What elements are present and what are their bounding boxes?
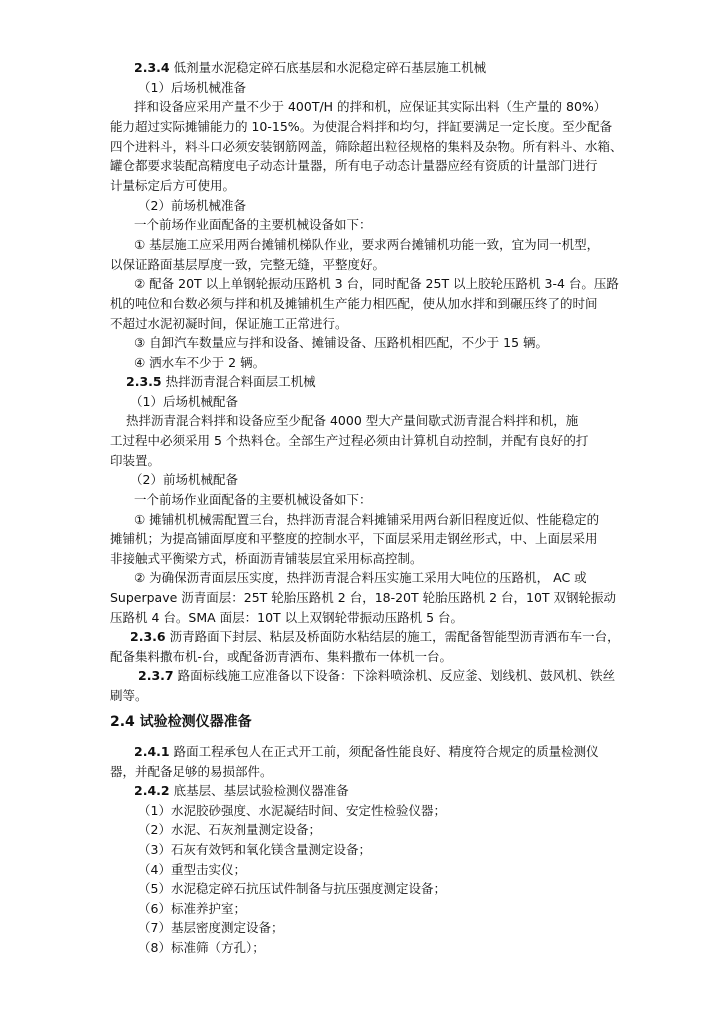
paragraph-line: 热拌沥青混合料拌和设备应至少配备 4000 型大产量间歇式沥青混合料拌和机，施 — [126, 413, 579, 428]
list-item-cont: Superpave 沥青面层：25T 轮胎压路机 2 台，18-20T 轮胎压路机 2 台，10T 双钢轮振动 — [110, 590, 617, 605]
section-title: 热拌沥青混合料面层工机械 — [165, 374, 316, 389]
list-item: ③ 自卸汽车数量应与拌和设备、摊铺设备、压路机相匹配，不少于 15 辆。 — [134, 335, 549, 350]
paragraph-line: 工过程中必须采用 5 个热料仓。全部生产过程必须由计算机自动控制，并配有良好的打 — [110, 433, 589, 448]
list-item: （5）水泥稳定碎石抗压试件制备与抗压强度测定设备； — [138, 881, 446, 896]
paragraph-line: 拌和设备应采用产量不少于 400T/H 的拌和机，应保证其实际出料（生产量的 80%） — [134, 99, 607, 114]
subheading: （1）后场机械准备 — [138, 80, 246, 95]
section-title: 低剂量水泥稳定碎石底基层和水泥稳定碎石基层施工机械 — [173, 60, 487, 75]
paragraph-line: 能力超过实际摊铺能力的 10-15%。为使混合料拌和均匀，拌缸要满足一定长度。至少配备 — [110, 119, 613, 134]
section-number: 2.3.6 — [130, 629, 166, 644]
subheading: （2）前场机械配备 — [130, 472, 238, 487]
list-item: （3）石灰有效钙和氧化镁含量测定设备； — [138, 842, 371, 857]
list-item-cont: 压路机 4 台。SMA 面层：10T 以上双钢轮带振动压路机 5 台。 — [110, 610, 464, 625]
section-2-3-5-title — [126, 372, 624, 392]
paragraph-line: 印装置。 — [110, 453, 161, 468]
section-number: 2.3.4 — [134, 60, 170, 75]
paragraph-line: 一个前场作业面配备的主要机械设备如下： — [134, 492, 372, 507]
list-item: ① 摊铺机机械需配置三台，热拌沥青混合料摊铺采用两台新旧程度近似、性能稳定的 — [134, 512, 600, 527]
section-title: 底基层、基层试验检测仪器准备 — [173, 783, 349, 798]
paragraph-line: 四个进料斗，料斗口必须安装钢筋网盖，筛除超出粒径规格的集料及杂物。所有料斗、水箱、 — [110, 139, 623, 154]
list-item-cont: 不超过水泥初凝时间，保证施工正常进行。 — [110, 316, 348, 331]
paragraph-line: 沥青路面下封层、粘层及桥面防水粘结层的施工，需配备智能型沥青洒布车一台， — [169, 629, 620, 644]
list-item: （2）水泥、石灰剂量测定设备； — [138, 822, 321, 837]
section-2-4-2-title — [134, 781, 624, 801]
paragraph-line: 一个前场作业面配备的主要机械设备如下： — [134, 217, 372, 232]
list-item: ② 为确保沥青面层压实度，热拌沥青混合料压实施工采用大吨位的压路机， AC 或 — [134, 570, 587, 585]
paragraph-line: 配备集料撒布机-台，或配备沥青洒布、集料撒布一体机一台。 — [110, 649, 453, 664]
list-item: ④ 洒水车不少于 2 辆。 — [134, 355, 266, 370]
paragraph-line: 器，并配备足够的易损部件。 — [110, 764, 273, 779]
section-2-3-7 — [138, 666, 624, 686]
section-number: 2.3.5 — [126, 374, 162, 389]
list-item: ① 基层施工应采用两台摊铺机梯队作业，要求两台摊铺机功能一致，宜为同一机型， — [134, 237, 600, 252]
list-item: （4）重型击实仪； — [138, 862, 246, 877]
section-number: 2.4.1 — [134, 744, 170, 759]
paragraph-line: 刷等。 — [110, 688, 148, 703]
paragraph-line: 罐仓都要求装配高精度电子动态计量器，所有电子动态计量器应经有资质的计量部门进行 — [110, 158, 598, 173]
list-item-cont: 以保证路面基层厚度一致，完整无缝，平整度好。 — [110, 257, 386, 272]
section-2-3-4-title — [134, 58, 624, 78]
subheading: （1）后场机械配备 — [130, 394, 238, 409]
list-item: （7）基层密度测定设备； — [138, 920, 284, 935]
list-item: （6）标准养护室； — [138, 901, 246, 916]
list-item-cont: 非接触式平衡梁方式，桥面沥青铺装层宜采用标高控制。 — [110, 551, 423, 566]
paragraph-line: 路面工程承包人在正式开工前，须配备性能良好、精度符合规定的质量检测仪 — [173, 744, 599, 759]
list-item: （1）水泥胶砂强度、水泥凝结时间、安定性检验仪器； — [138, 803, 446, 818]
list-item-cont: 机的吨位和台数必须与拌和机及摊铺机生产能力相匹配，使从加水拌和到碾压终了的时间 — [110, 296, 598, 311]
paragraph-line: 路面标线施工应准备以下设备：下涂料喷涂机、反应釜、划线机、鼓风机、铁丝 — [177, 668, 616, 683]
section-2-3-6 — [130, 627, 624, 647]
list-item: （8）标准筛（方孔）； — [138, 940, 265, 955]
section-2-4-1 — [134, 742, 624, 762]
section-number: 2.3.7 — [138, 668, 174, 683]
section-2-4-heading: 2.4 试验检测仪器准备 — [110, 714, 252, 730]
paragraph-line: 计量标定后方可使用。 — [110, 178, 236, 193]
list-item: ② 配备 20T 以上单钢轮振动压路机 3 台，同时配备 25T 以上胶轮压路机 3-4 台。压路 — [134, 276, 619, 291]
list-item-cont: 摊铺机；为提高铺面厚度和平整度的控制水平，下面层采用走钢丝形式，中、上面层采用 — [110, 531, 598, 546]
subheading: （2）前场机械准备 — [138, 198, 246, 213]
section-number: 2.4.2 — [134, 783, 170, 798]
